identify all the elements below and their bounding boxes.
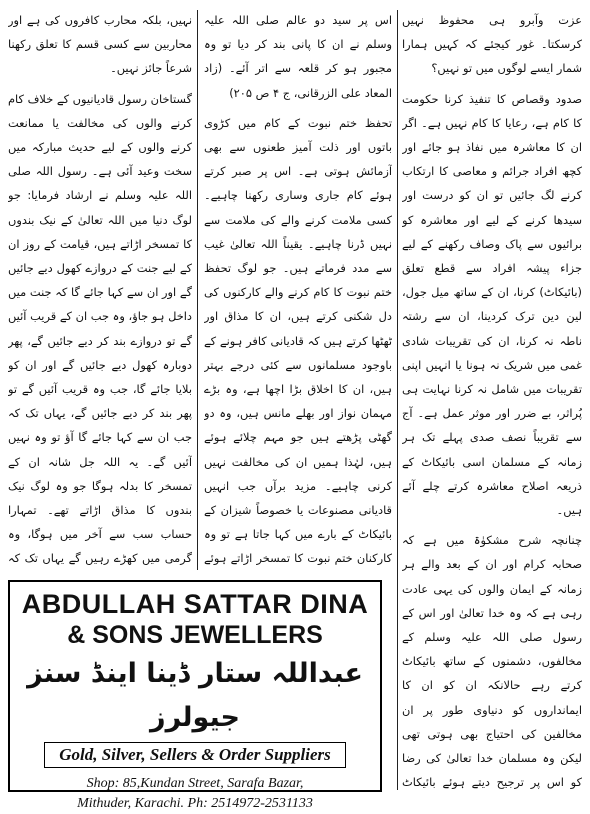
- paragraph: اس پر سید دو عالم صلی اللہ علیہ وسلم نے ان کا پانی بند کر دیا تو وہ مجبور ہو کر قلعہ سے اتر آئے۔ (زاد المعاد علی الزرقانی، ج ۴ ص ۲۰۵): [204, 13, 392, 100]
- paragraph: گستاخان رسول قادیانیوں کے خلاف کام کرنے والوں کی مخالفت یا ممانعت کرنے والوں کے لیے حدیث مبارکہ میں سخت وعید آئی ہے۔ رسول اللہ صلی اللہ علیہ وسلم نے ارشاد فرمایا: جو لوگ دنیا میں اللہ تعالیٰ کے نیک بندوں کا تمسخر اڑاتے ہیں، قیامت کے روز ان کے لیے جنت کے دروازے کھول دیے جائیں گے اور ان سے کہا جائے گا کہ جنت میں داخل ہو جاؤ، وہ جب ان کے قریب آئیں گے تو دروازے بند کر دیے جائیں گے، پھر دوبارہ کھول دیے جائیں گے اور ان کو بلایا جائے گا، جب وہ قریب آئیں گے تو پھر بند کر دیے جائیں گے، یہاں تک کہ جب ان سے کہا جائے گا آؤ تو وہ نہیں آئیں گے۔ یہ اللہ جل شانہ ان کے تمسخر کا بدلہ ہوگا جو وہ لوگ نیک بندوں کا مذاق اڑاتے تھے۔ تمہارا حساب سب سے آخر میں ہوگا، وہ گرمی میں کھڑے رہیں گے یہاں تک کہ: [8, 91, 192, 566]
- paragraph: نہیں، بلکہ محارب کافروں کی ہے اور محاربین سے کسی قسم کا تعلق رکھنا شرعاً جائز نہیں۔: [8, 13, 192, 76]
- column-divider: [197, 10, 198, 570]
- article-column-middle: [204, 8, 392, 573]
- ad-address-line2: Mithuder, Karachi. Ph: 2514972-2531133: [77, 796, 313, 811]
- paragraph: صدود وقصاص کا تنفیذ کرنا حکومت کا کام ہے، رعایا کا کام نہیں ہے۔ اگر ان کا معاشرہ میں نفاذ ہو جائے اور کچھ افراد جرائم و معاصی کا ارتکاب کرنے لگ جائیں تو ان کو درست اور سیدھا کرنے کے لیے اور معاشرہ کو برائیوں سے پاک وصاف رکھنے کے لیے جزاء پیشہ افراد سے قطع تعلق (بائیکاٹ) کرنا، ان کے ساتھ میل جول، لین دین ترک کردینا، ان سے رشتہ ناطہ نہ کرنا، ان کی تقریبات شادی غمی میں شریک نہ ہونا یا انہیں اپنی تقریبات میں شامل نہ کرنا نہایت ہی پُراثر، بے ضرر اور موثر عمل ہے۔ آج سے تقریباً نصف صدی پہلے تک ہر زمانہ کے مسلمان اسی بائیکاٹ کے ذریعہ اصلاح معاشرہ کرتے چلے آئے ہیں۔: [402, 91, 582, 518]
- ad-name-urdu: عبداللہ ستار ڈینا اینڈ سنز جیولرز: [27, 658, 363, 733]
- paragraph: چنانچہ شرح مشکوٰۃ میں ہے کہ صحابہ کرام اور ان کے بعد والے ہر زمانہ کے ایمان والوں کی یہی عادت رہی ہے کہ وہ خدا تعالیٰ اور اس کے رسول صلی اللہ علیہ وسلم کے مخالفوں، دشمنوں کے ساتھ بائیکاٹ کرتے رہے حالانکہ ان کو ان کا ایمانداروں کو دنیاوی طور پر ان مخالفین کی احتیاج بھی ہوتی تھی لیکن وہ مسلمان خدا تعالیٰ کی رضا کو اس پر ترجیح دیتے ہوئے بائیکاٹ: [402, 533, 582, 790]
- ad-name-line2: & SONS JEWELLERS: [67, 621, 323, 649]
- ad-tagline: Gold, Silver, Sellers & Order Suppliers: [44, 742, 346, 768]
- article-column-right: [402, 8, 582, 793]
- paragraph: تحفظ ختم نبوت کے کام میں کڑوی باتوں اور ذلت آمیز طعنوں سے بھی آزمائش ہوتی ہے۔ اس پر صبر کرتے ہوئے کام جاری وساری رکھنا چاہیے۔ کسی ملامت کرنے والے کی ملامت سے نہیں ڈرنا چاہیے۔ یقیناً اللہ تعالیٰ غیب سے مدد فرماتے ہیں۔ جو لوگ تحفظ ختم نبوت کا کام کرنے والے کارکنوں کی دل شکنی کرتے ہیں، ان کا مذاق اور ٹھٹھا کرتے ہیں کہ قادیانی کافر ہونے کے باوجود مسلمانوں سے کئی درجے بہتر ہیں، ان کا اخلاق بڑا اچھا ہے، وہ بڑے مہمان نواز اور بھلے مانس ہیں، وہ دو گھٹی پڑھتے ہیں جو مہم چلائے ہوئے ہیں، لہٰذا ہمیں ان کی مخالفت نہیں کرنی چاہیے۔ مزید برآں جب انہیں قادیانی مصنوعات یا خصوصاً شیزان کے بائیکاٹ کے بارے میں کہا جاتا ہے تو وہ کارکنان ختم نبوت کا تمسخر اڑاتے ہوئے: [204, 115, 392, 566]
- jeweller-advertisement: [8, 580, 382, 811]
- paragraph: عزت وآبرو ہی محفوظ نہیں کرسکتا۔ غور کیجئے کہ کہیں ہمارا شمار ایسے لوگوں میں تو نہیں؟: [402, 13, 582, 76]
- article-column-left: [8, 8, 192, 573]
- ad-name-line1: ABDULLAH SATTAR DINA: [21, 589, 369, 619]
- ad-address-line1: Shop: 85,Kundan Street, Sarafa Bazar,: [86, 776, 304, 791]
- column-divider: [397, 10, 398, 790]
